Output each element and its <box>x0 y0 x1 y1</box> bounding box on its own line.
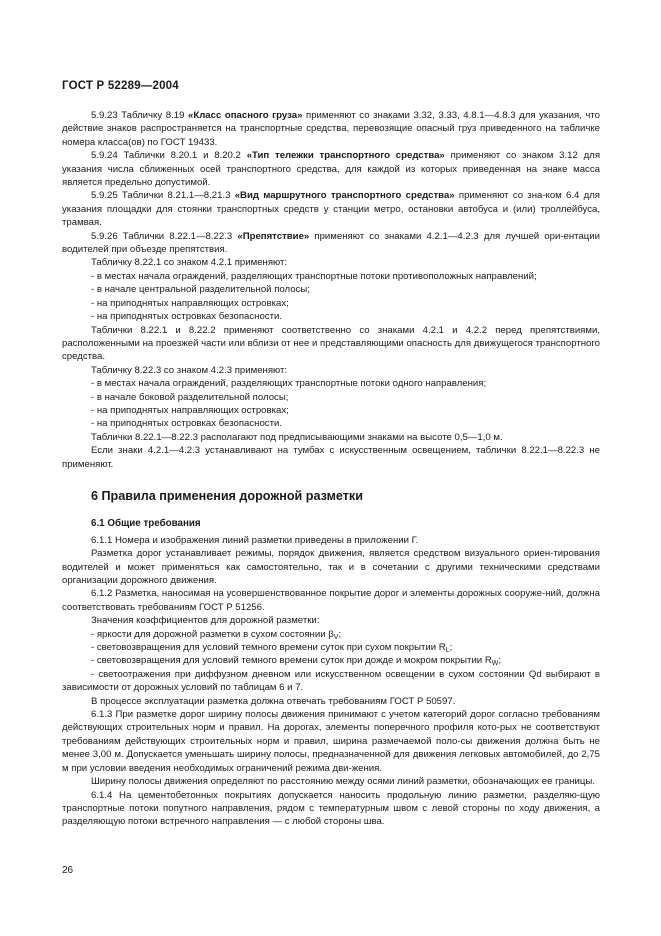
paragraph-5-9-23: 5.9.23 Табличку 8.19 «Класс опасного груза» применяют со знаками 3.32, 3.33, 4.8.1—4.8.3 для указания, что действие знаков распространяется на транспортные средства, перевозящие опасный груз приведенного на табличке номера класса(ов) по ГОСТ 19433. <box>62 110 601 148</box>
paragraph-6-1-1-body: Разметка дорог устанавливает режимы, порядок движения, является средством визуального ориен-тирования водителей и может применяться как самостоятельно, так и в сочетании с другими техническими средствами организации дорожного движения. <box>62 548 600 586</box>
paragraph-lane-width-definition: Ширину полосы движения определяют по расстоянию между осями линий разметки, обозначающих ее границы. <box>91 776 595 788</box>
paragraph-8-22-1-intro: Табличку 8.22.1 со знаком 4.2.1 применяют: <box>91 257 288 269</box>
list-item: - в начале центральной разделительной полосы; <box>91 284 310 296</box>
term-obstacle: «Препятствие» <box>237 230 310 242</box>
paragraph-placement-height: Таблички 8.22.1—8.22.3 располагают под предписывающими знаками на высоте 0,5—1,0 м. <box>91 431 503 443</box>
paragraph-operation-requirements: В процессе эксплуатации разметка должна отвечать требованиям ГОСТ Р 50597. <box>91 695 456 707</box>
paragraph-5-9-25: 5.9.25 Таблички 8.21.1—8.21.3 «Вид маршрутного транспортного средства» применяют со зна-ком 6.4 для указания площадки для стоянки транспортных средств у станции метро, остановки автобуса и (или) троллейбуса, трамвая. <box>62 190 601 229</box>
subsection-6-1-title: 6.1 Общие требования <box>91 518 201 530</box>
list-item: - на приподнятых островках безопасности. <box>91 418 283 430</box>
paragraph-illuminated-bollards: Если знаки 4.2.1—4.2.3 устанавливают на тумбах с искусственным освещением, таблички 8.22.1—8.22.3 не применяют. <box>62 445 600 470</box>
term-bogie-type: «Тип тележки транспортного средства» <box>246 150 445 162</box>
paragraph-6-1-3: 6.1.3 При разметке дорог ширину полосы движения принимают с учетом категорий дорог согласно требованиям действующих строительных норм и правил. На дорогах, элементы поперечного профиля кото-рых не соответствуют требованиям действующих строительных норм и правил, ширина размечаемой поло-сы движения должна быть не менее 3,00 м. Допускается уменьшать ширину полосы, предназначенной для движения легковых автомобилей, до 2,75 м при условии введения необходимых ограничений режима дви-жения. <box>62 709 600 774</box>
list-item: - в начале боковой разделительной полосы; <box>91 391 289 403</box>
paragraph-6-1-1: 6.1.1 Номера и изображения линий разметки приведены в приложении Г. <box>91 534 419 546</box>
document-body <box>62 109 600 829</box>
paragraph-coefficients-intro: Значения коэффициентов для дорожной разметки: <box>91 615 320 627</box>
section-6-title: 6 Правила применения дорожной разметки <box>91 488 363 503</box>
paragraph-5-9-24: 5.9.24 Таблички 8.20.1 и 8.20.2 «Тип тележки транспортного средства» применяют со знаком 3.12 для указания числа сближенных осей транспортного средства, для каждой из которых приведенная на знаке масса является предельно допустимой. <box>62 150 601 189</box>
paragraph-6-1-4: 6.1.4 На цементобетонных покрытиях допускается наносить продольную линию разметки, разделяю-щую транспортные потоки попутного направления, рядом с температурным швом с левой стороны по ходу движения, а разделяющую потоки встречного направления — с любой стороны шва. <box>62 789 600 828</box>
paragraph-8-22-3-intro: Табличку 8.22.3 со знаком 4.2.3 применяют: <box>91 364 288 376</box>
paragraph-5-9-26: 5.9.26 Таблички 8.22.1—8.22.3 «Препятствие» применяют со знаками 4.2.1—4.2.3 для лучшей ори-ентации водителей при объезде препятствия. <box>62 230 600 256</box>
list-item-brightness: - яркости для дорожной разметки в сухом состоянии $\beta_V$; <box>91 628 342 641</box>
document-header: ГОСТ Р 52289—2004 <box>62 80 179 92</box>
list-item: - на приподнятых направляющих островках; <box>91 404 289 416</box>
page-number: 26 <box>62 865 74 876</box>
list-item: - на приподнятых островках безопасности. <box>91 311 283 323</box>
paragraph-8-22-1-8-22-2: Таблички 8.22.1 и 8.22.2 применяют соответственно со знаками 4.2.1 и 4.2.2 перед препятствиями, расположенными на проезжей части или вблизи от нее и представляющими опасность для движущегося транспортного средства. <box>62 324 600 363</box>
list-item: - на приподнятых направляющих островках; <box>91 297 289 309</box>
list-item-retroreflection-wet: - световозвращения для условий темного времени суток при дожде и мокром покрытии $R_W$; <box>91 655 502 668</box>
list-item: - в местах начала ограждений, разделяющих транспортные потоки противоположных направлений; <box>91 270 537 282</box>
term-route-vehicle-type: «Вид маршрутного транспортного средства» <box>234 190 455 202</box>
paragraph-luminance-qd: - светоотражения при диффузном дневном или искусственном освещении в сухом состоянии Qd выбирают в зависимости от дорожных условий по таблицам 6 и 7. <box>62 668 600 694</box>
term-hazard-class: «Класс опасного груза» <box>188 110 303 121</box>
paragraph-6-1-2: 6.1.2 Разметка, наносимая на усовершенствованное покрытие дорог и элементы дорожных сооруже-ний, должна соответствовать требованиям ГОСТ Р 51256. <box>62 588 600 613</box>
list-item: - в местах начала ограждений, разделяющих транспортные потоки одного направления; <box>91 378 487 390</box>
list-item-retroreflection-dry: - световозвращения для условий темного времени суток при сухом покрытии $R_L$; <box>91 642 453 655</box>
